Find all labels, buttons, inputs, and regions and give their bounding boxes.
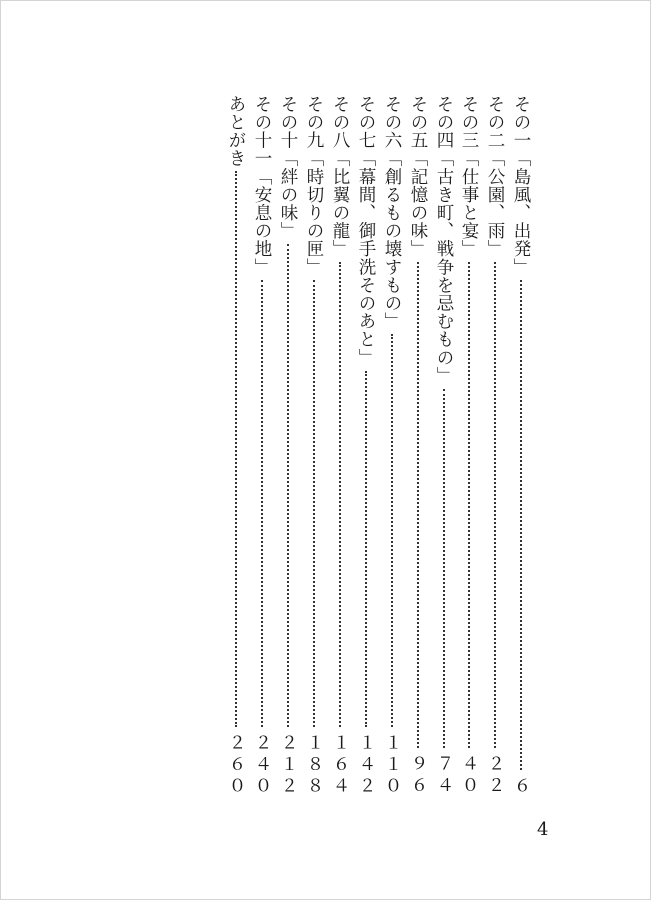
- toc-entry: [225, 95, 247, 797]
- toc-entry-page: ９６: [408, 754, 428, 797]
- toc-entry-title: その二「公園、雨」: [485, 95, 505, 258]
- dot-leader: [261, 280, 263, 727]
- toc-entry: [407, 95, 429, 797]
- toc-entry-page: ２２: [485, 754, 505, 797]
- toc-entry: [458, 95, 480, 797]
- toc-entry: [251, 95, 273, 797]
- dot-leader: [391, 334, 393, 726]
- toc-entry-title: その七「幕間、御手洗そのあと」: [356, 95, 376, 367]
- dot-leader: [365, 371, 367, 727]
- dot-leader: [287, 244, 289, 727]
- toc-entry: [510, 95, 532, 797]
- toc-entry-page: ２１２: [278, 732, 298, 797]
- toc-entry-title: その九「時切りの匣」: [304, 95, 324, 276]
- dot-leader: [468, 262, 470, 748]
- toc-entry-page: １６４: [330, 732, 350, 797]
- toc-entry-title: その六「創るもの壊すもの」: [382, 95, 402, 331]
- page-number: 4: [537, 819, 549, 840]
- toc-entry-page: ６: [511, 775, 531, 797]
- toc-entry-title: その十一「安息の地」: [252, 95, 272, 276]
- dot-leader: [339, 262, 341, 727]
- toc-entry-page: １１０: [382, 732, 402, 797]
- dot-leader: [494, 262, 496, 748]
- toc-entry-title: その十「絆の味」: [278, 95, 298, 240]
- toc-entry-title: その八「比翼の龍」: [330, 95, 350, 258]
- toc-entry-title: その一「島風、出発」: [511, 95, 531, 276]
- toc-entry-title: その四「古き町、戦争を忌むもの」: [434, 95, 454, 385]
- toc-entry-page: ２６０: [226, 732, 246, 797]
- toc-entry: [355, 95, 377, 797]
- toc-entry: [433, 95, 455, 797]
- toc-entry-page: １４２: [356, 732, 376, 797]
- toc-entry-page: ４０: [459, 754, 479, 797]
- toc-entry-page: １８８: [304, 732, 324, 797]
- toc-entry: [484, 95, 506, 797]
- toc-entry-page: ７４: [434, 754, 454, 797]
- toc-entry: [303, 95, 325, 797]
- toc-entry-title: その五「記憶の味」: [408, 95, 428, 258]
- dot-leader: [417, 262, 419, 748]
- toc-entry: [381, 95, 403, 797]
- table-of-contents: [1, 1, 651, 901]
- toc-entry: [329, 95, 351, 797]
- dot-leader: [313, 280, 315, 727]
- dot-leader: [520, 280, 522, 770]
- toc-entry: [277, 95, 299, 797]
- toc-entry-title: あとがき: [226, 95, 246, 168]
- dot-leader: [235, 171, 237, 726]
- dot-leader: [443, 389, 445, 748]
- toc-entry-page: ２４０: [252, 732, 272, 797]
- toc-entry-title: その三「仕事と宴」: [459, 95, 479, 258]
